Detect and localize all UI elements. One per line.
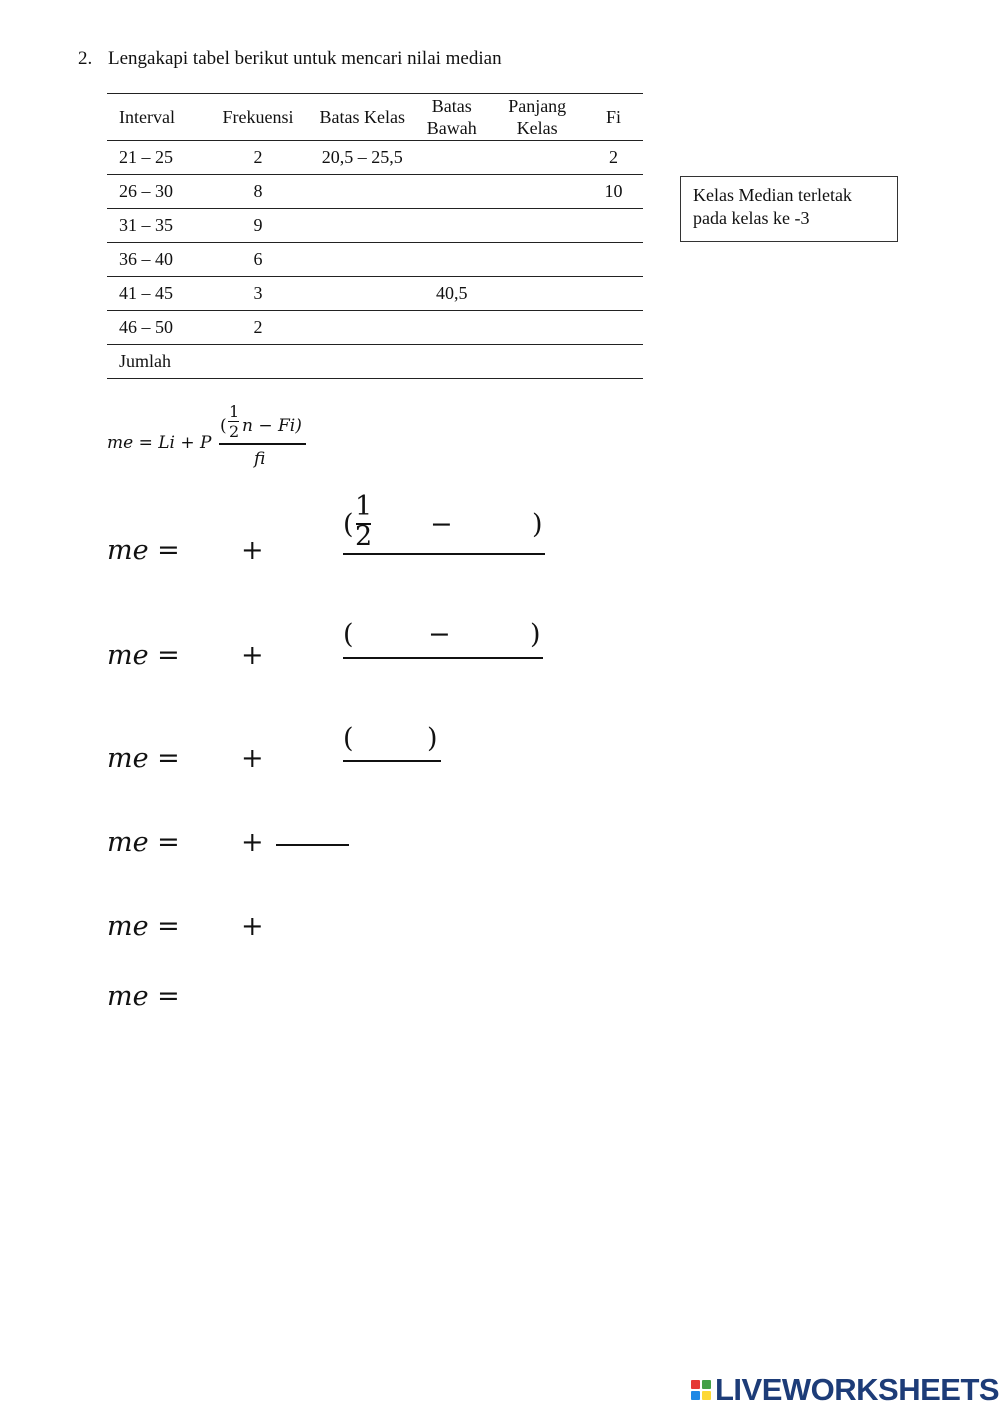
cell-panjang-kelas[interactable] [490, 175, 584, 209]
cell-total-batas-kelas [311, 345, 413, 379]
cell-total-batas-bawah [413, 345, 490, 379]
table-row [107, 311, 643, 345]
median-class-note [680, 176, 898, 242]
step3-plus: + [241, 743, 264, 774]
formula-fraction-bar [219, 443, 306, 445]
logo-mark-icon [691, 1380, 711, 1400]
header-panjang-kelas [490, 94, 584, 141]
step2-me-label: me = [107, 640, 180, 671]
cell-fi[interactable]: 2 [584, 141, 643, 175]
step1-half-den: 2 [355, 521, 373, 552]
header-batas-bawah-line2: Bawah [426, 118, 477, 138]
logo-square-blue [691, 1391, 700, 1400]
table-total-row [107, 345, 643, 379]
cell-batas-bawah[interactable] [413, 175, 490, 209]
step2-open-paren: ( [343, 619, 354, 650]
cell-batas-kelas[interactable]: 20,5 – 25,5 [311, 141, 413, 175]
logo-square-yellow [702, 1391, 711, 1400]
step1-plus: + [241, 535, 264, 566]
step1-me-label: me = [107, 535, 180, 566]
question-text: Lengakapi tabel berikut untuk mencari nilai median [108, 48, 502, 69]
step5-plus: + [241, 911, 264, 942]
cell-panjang-kelas[interactable] [490, 209, 584, 243]
cell-total-panjang-kelas [490, 345, 584, 379]
step6-me-label: me = [107, 981, 180, 1012]
step2-plus: + [241, 640, 264, 671]
table-row [107, 277, 643, 311]
step2-close-paren: ) [530, 619, 541, 650]
step4-plus: + [241, 827, 264, 858]
cell-batas-kelas[interactable] [311, 243, 413, 277]
cell-batas-bawah[interactable] [413, 141, 490, 175]
cell-interval: 31 – 35 [107, 209, 205, 243]
note-line-2: pada kelas ke -3 [693, 208, 810, 228]
cell-frekuensi: 6 [205, 243, 312, 277]
step5-me-label: me = [107, 911, 180, 942]
step4-fraction-bar [276, 844, 349, 846]
question-number: 2. [78, 48, 93, 69]
cell-batas-kelas[interactable] [311, 277, 413, 311]
step3-close-paren: ) [427, 723, 438, 754]
logo-square-red [691, 1380, 700, 1389]
step1-minus: − [430, 509, 453, 540]
table-row [107, 243, 643, 277]
cell-batas-bawah[interactable] [413, 311, 490, 345]
cell-fi[interactable] [584, 209, 643, 243]
cell-interval: 46 – 50 [107, 311, 205, 345]
header-panjang-kelas-line1: Panjang [508, 96, 567, 116]
step1-open-paren: ( [343, 509, 354, 540]
cell-fi[interactable] [584, 311, 643, 345]
table-row [107, 209, 643, 243]
cell-fi[interactable]: 10 [584, 175, 643, 209]
formula-lhs: me = Li + P [107, 433, 212, 453]
table-header-row [107, 94, 643, 141]
step1-close-paren: ) [532, 509, 543, 540]
step3-me-label: me = [107, 743, 180, 774]
step3-fraction-bar [343, 760, 441, 762]
step3-open-paren: ( [343, 723, 354, 754]
header-batas-bawah [413, 94, 490, 141]
cell-frekuensi: 2 [205, 311, 312, 345]
logo-square-green [702, 1380, 711, 1389]
header-batas-bawah-line1: Batas [431, 96, 472, 116]
formula-open-paren: ( [220, 416, 227, 436]
cell-fi[interactable] [584, 277, 643, 311]
formula-numerator: n − Fi) [242, 416, 302, 436]
cell-frekuensi: 2 [205, 141, 312, 175]
cell-fi[interactable] [584, 243, 643, 277]
cell-panjang-kelas[interactable] [490, 141, 584, 175]
formula-half-num: 1 [229, 402, 240, 421]
cell-batas-kelas[interactable] [311, 175, 413, 209]
header-fi: Fi [584, 94, 643, 141]
step1-half-num: 1 [355, 491, 373, 522]
step4-me-label: me = [107, 827, 180, 858]
liveworksheets-logo [691, 1372, 1000, 1408]
table-row [107, 175, 643, 209]
header-batas-kelas: Batas Kelas [311, 94, 413, 141]
cell-batas-bawah[interactable] [413, 243, 490, 277]
cell-panjang-kelas[interactable] [490, 243, 584, 277]
cell-total-label: Jumlah [107, 345, 205, 379]
cell-total-fi [584, 345, 643, 379]
cell-batas-bawah[interactable] [413, 209, 490, 243]
frequency-table [107, 93, 643, 379]
cell-panjang-kelas[interactable] [490, 277, 584, 311]
formula-half-den: 2 [229, 422, 240, 441]
logo-text: LIVEWORKSHEETS [715, 1372, 1000, 1407]
cell-frekuensi: 8 [205, 175, 312, 209]
cell-batas-kelas[interactable] [311, 311, 413, 345]
cell-frekuensi: 3 [205, 277, 312, 311]
cell-interval: 36 – 40 [107, 243, 205, 277]
table-row [107, 141, 643, 175]
step1-fraction-bar [343, 553, 545, 555]
header-frekuensi: Frekuensi [205, 94, 312, 141]
step2-fraction-bar [343, 657, 543, 659]
formula-denominator: fi [254, 449, 266, 469]
cell-frekuensi: 9 [205, 209, 312, 243]
step2-minus: − [428, 619, 451, 650]
cell-batas-kelas[interactable] [311, 209, 413, 243]
cell-panjang-kelas[interactable] [490, 311, 584, 345]
cell-batas-bawah[interactable]: 40,5 [413, 277, 490, 311]
cell-interval: 21 – 25 [107, 141, 205, 175]
cell-interval: 41 – 45 [107, 277, 205, 311]
header-interval: Interval [107, 94, 205, 141]
note-line-1: Kelas Median terletak [693, 185, 852, 205]
header-panjang-kelas-line2: Kelas [516, 118, 558, 138]
cell-interval: 26 – 30 [107, 175, 205, 209]
cell-total-frekuensi[interactable] [205, 345, 312, 379]
